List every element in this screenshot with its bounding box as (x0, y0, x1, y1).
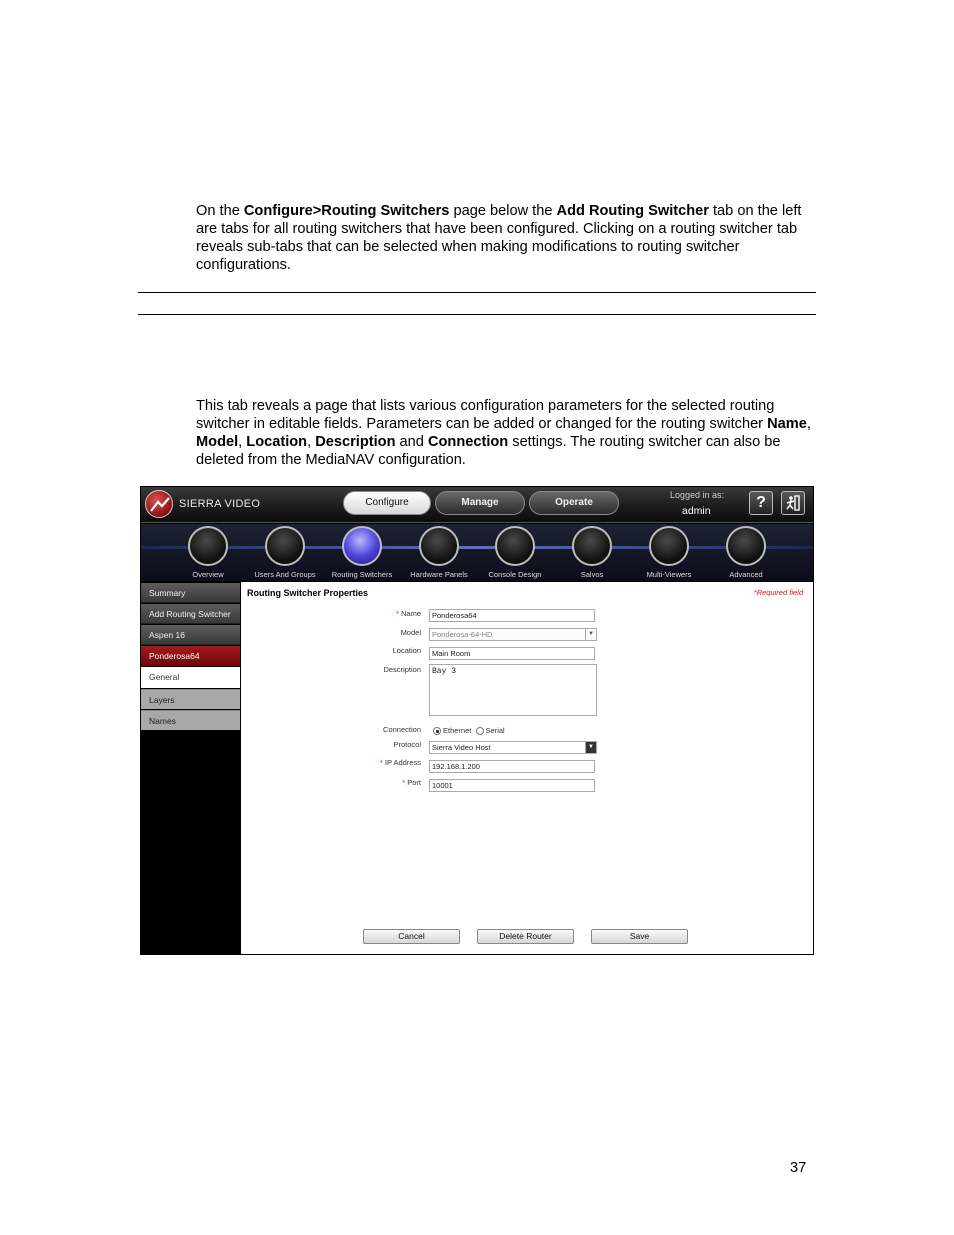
required-star: * (379, 758, 383, 767)
nav-operate[interactable]: Operate (529, 491, 619, 515)
module-bar (141, 524, 813, 581)
text-run: On the (196, 203, 244, 219)
nav-configure[interactable]: Configure (343, 491, 431, 515)
sierra-logo-icon (145, 490, 173, 518)
sidebar-item-ponderosa64[interactable]: Ponderosa64 (141, 646, 240, 666)
model-label: Model (400, 628, 421, 637)
module-label: Overview (192, 570, 224, 579)
chevron-down-icon: ▼ (585, 629, 596, 640)
text-run: , (307, 434, 316, 450)
protocol-value: Sierra Video Host (432, 743, 491, 752)
name-field[interactable]: Ponderosa64 (429, 609, 595, 622)
protocol-select[interactable] (429, 741, 597, 754)
label-text: IP Address (384, 758, 421, 767)
top-bar (141, 487, 813, 523)
module-label: Multi-Viewers (646, 570, 692, 579)
login-label: Logged in as: (670, 490, 725, 500)
medianav-screenshot (140, 486, 814, 955)
text-run: This tab reveals a page that lists various configuration parameters for the selected routing switcher in editable fields. Parameters can be added or changed for the routing switcher (196, 398, 775, 432)
required-note: *Required field (753, 588, 803, 597)
sidebar-item-aspen16[interactable]: Aspen 16 (141, 625, 240, 645)
console-design-icon[interactable] (495, 526, 535, 566)
cancel-button[interactable]: Cancel (363, 929, 460, 944)
description-field[interactable]: Bay 3 (429, 664, 597, 716)
hardware-panels-icon[interactable] (419, 526, 459, 566)
page-number: 37 (790, 1160, 807, 1176)
logo-text: SIERRA VIDEO (179, 498, 261, 510)
subtab-general[interactable]: General (141, 667, 240, 688)
module-label: Console Design (488, 570, 542, 579)
subtab-layers[interactable]: Layers (141, 689, 240, 709)
bold-run: Configure>Routing Switchers (243, 203, 450, 219)
glow-line (141, 546, 813, 549)
bold-run: Connection (427, 434, 509, 450)
text-run: page below the (449, 203, 557, 219)
bold-run: Name (767, 416, 807, 432)
intro-paragraph (196, 202, 816, 274)
label-text: Port (407, 778, 421, 787)
model-value: Ponderosa-64-HD (432, 630, 493, 639)
module-label: Routing Switchers (331, 570, 393, 579)
ethernet-radio[interactable] (433, 727, 441, 735)
protocol-label: Protocol (393, 740, 421, 749)
subtab-names[interactable]: Names (141, 710, 240, 730)
connection-label: Connection (383, 725, 421, 734)
text-run: , (806, 416, 811, 432)
horizontal-rule (138, 292, 816, 293)
module-label: Hardware Panels (410, 570, 468, 579)
connection-radio-group (433, 726, 505, 735)
panel-title: Routing Switcher Properties (247, 588, 369, 598)
text-run: , (238, 434, 247, 450)
help-icon[interactable]: ? (749, 491, 773, 515)
serial-radio[interactable] (476, 727, 484, 735)
model-select[interactable] (429, 628, 597, 641)
exit-icon[interactable] (781, 491, 805, 515)
routing-switchers-icon[interactable] (342, 526, 382, 566)
overview-icon[interactable] (188, 526, 228, 566)
general-tab-paragraph (196, 397, 816, 469)
text-run: and (395, 434, 428, 450)
users-groups-icon[interactable] (265, 526, 305, 566)
bold-run: Model (196, 434, 239, 450)
salvos-icon[interactable] (572, 526, 612, 566)
ethernet-label: Ethernet (443, 726, 472, 735)
horizontal-rule (138, 314, 816, 315)
delete-router-button[interactable]: Delete Router (477, 929, 574, 944)
port-label (339, 778, 421, 787)
multi-viewers-icon[interactable] (649, 526, 689, 566)
bold-run: Add Routing Switcher (556, 203, 709, 219)
ip-address-label (339, 758, 421, 767)
text-run: settings. The routing switcher can also be deleted from the MediaNAV configuration. (196, 434, 781, 468)
save-button[interactable]: Save (591, 929, 688, 944)
login-user: admin (682, 505, 711, 517)
sidebar (141, 582, 240, 954)
chevron-down-icon: ▼ (585, 742, 596, 753)
serial-label: Serial (485, 726, 505, 735)
properties-panel (241, 582, 813, 954)
label-text: Name (400, 609, 421, 618)
bold-run: Description (315, 434, 396, 450)
sidebar-item-summary[interactable]: Summary (141, 583, 240, 603)
location-field[interactable]: Main Room (429, 647, 595, 660)
module-label: Advanced (729, 570, 763, 579)
ip-address-field[interactable]: 192.168.1.200 (429, 760, 595, 773)
location-label: Location (392, 646, 421, 655)
required-star: * (402, 778, 406, 787)
sidebar-item-add-routing-switcher[interactable]: Add Routing Switcher (141, 604, 240, 624)
name-label (339, 609, 421, 618)
bold-run: Location (246, 434, 308, 450)
advanced-icon[interactable] (726, 526, 766, 566)
required-star: * (395, 609, 399, 618)
module-label: Salvos (580, 570, 604, 579)
nav-manage[interactable]: Manage (435, 491, 525, 515)
port-field[interactable]: 10001 (429, 779, 595, 792)
module-label: Users And Groups (254, 570, 316, 579)
description-label: Description (383, 665, 421, 674)
text-run: tab on the left are tabs for all routing switchers that have been configured. Clicking on a routing switcher tab reveals sub-tabs that can be selected when making modifications to routing switcher configurations. (196, 203, 802, 273)
